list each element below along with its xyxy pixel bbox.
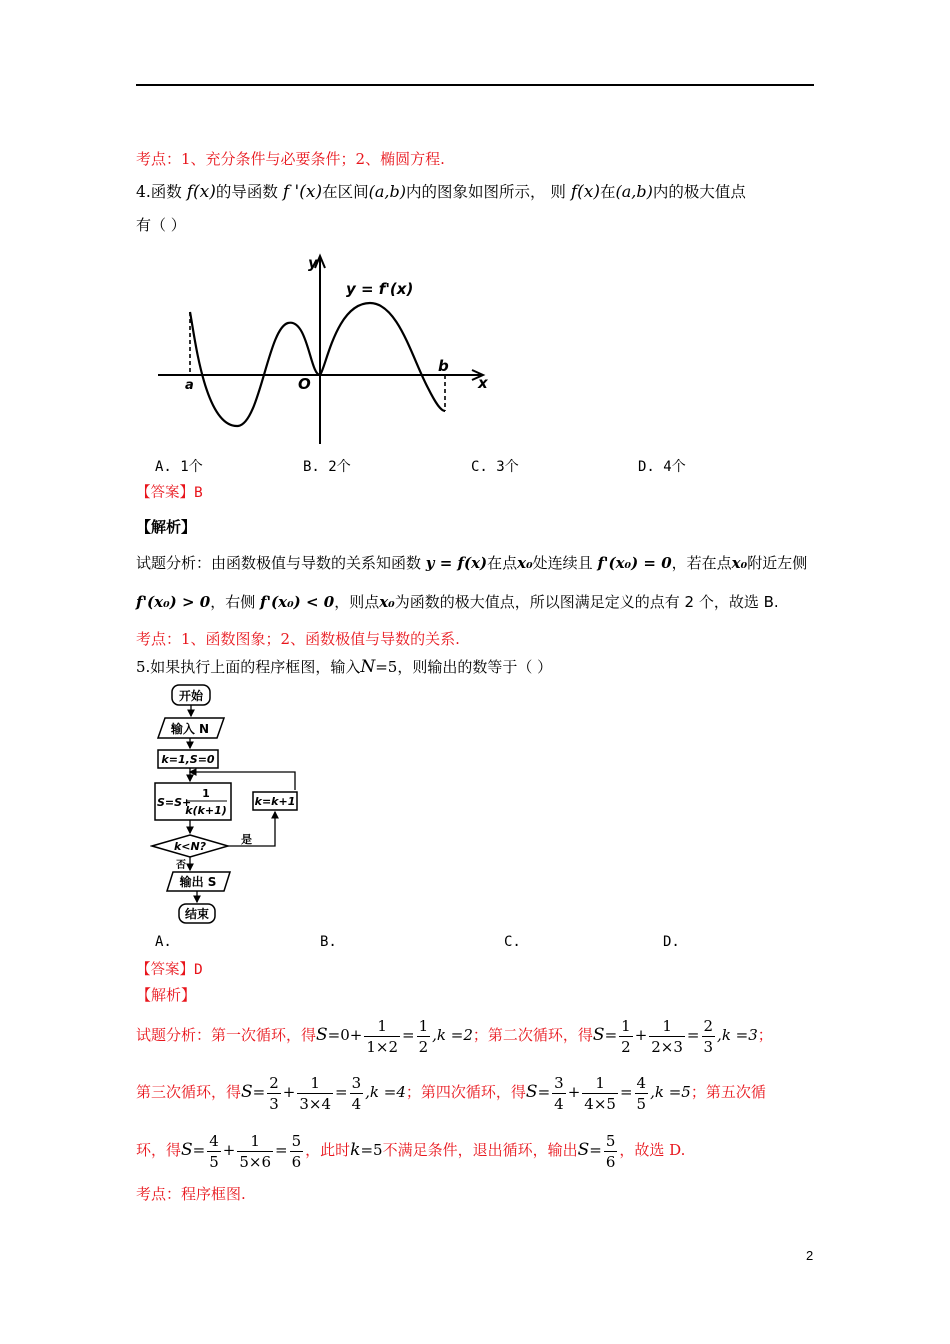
- derivative-graph: [150, 248, 495, 448]
- point-a-label: a: [185, 378, 194, 393]
- q5-stem: 5.如果执行上面的程序框图，输入N=5，则输出的数等于（ ）: [136, 657, 553, 677]
- q4-stem: 4.函数 f(x)的导函数 f '(x)在区间(a,b)内的图象如图所示， 则 f(x)在(a,b)内的极大值点: [136, 182, 746, 202]
- q5-option-d[interactable]: D.: [663, 934, 680, 950]
- program-flowchart: [150, 682, 310, 927]
- flow-no-label: 否: [176, 860, 186, 871]
- q5-analysis-line2: 第三次循环，得S= $\frac{2}{3}$ + $\frac{1}{3\times 4}$ = $\frac{3}{4}$ ,k =4；第四次循环，得S= $\frac{3}{4}$ + $\frac{1}{4\times 5}$ = $\frac{4}{5}$ ,k =5；第五次循: [136, 1073, 766, 1113]
- q4-stem-line2: 有（ ）: [136, 216, 186, 234]
- flow-init-label: k=1,S=0: [161, 753, 215, 766]
- flow-start-label: 开始: [178, 689, 204, 703]
- flow-end-label: 结束: [184, 907, 210, 921]
- flow-increment-label: k=k+1: [254, 795, 296, 808]
- flow-assign-lhs: S=S+: [157, 796, 192, 809]
- page-number: 2: [806, 1248, 814, 1263]
- header-rule: [136, 84, 814, 86]
- q4-option-b[interactable]: B. 2个: [303, 459, 351, 475]
- q5-option-b[interactable]: B.: [320, 934, 337, 950]
- flow-condition-label: k<N?: [173, 840, 207, 853]
- flow-yes-label: 是: [241, 833, 252, 846]
- q5-kaodian: 考点：程序框图.: [136, 1185, 246, 1203]
- y-axis-label: y: [308, 254, 318, 272]
- q4-option-d[interactable]: D. 4个: [638, 459, 686, 475]
- q5-answer: 【答案】D: [136, 962, 203, 978]
- q4-analysis-line2: f'(x₀) > 0，右侧 f'(x₀) < 0，则点x₀为函数的极大值点，所以图满足定义的点有 2 个，故选 B.: [136, 593, 779, 611]
- curve-label: y = f'(x): [346, 280, 414, 298]
- q4-kaodian: 考点：1、函数图象；2、函数极值与导数的关系.: [136, 630, 460, 648]
- q4-option-a[interactable]: A. 1个: [155, 459, 203, 475]
- q5-option-c[interactable]: C.: [504, 934, 521, 950]
- origin-label: O: [298, 375, 311, 393]
- q4-analysis-label: 【解析】: [136, 518, 197, 536]
- y-axis: [315, 256, 325, 444]
- flow-output-label: 输出 S: [179, 875, 217, 889]
- point-b-label: b: [438, 357, 449, 375]
- q3-kaodian: 考点：1、充分条件与必要条件；2、椭圆方程.: [136, 150, 445, 168]
- flow-assign-den: k(k+1): [185, 804, 227, 817]
- q5-analysis-label: 【解析】: [136, 986, 197, 1004]
- q5-analysis-line1: 试题分析：第一次循环，得S=0+ $\frac{1}{1\times 2}$ = $\frac{1}{2}$ ,k =2；第二次循环，得S= $\frac{1}{2}$ + $\frac{1}{2\times 3}$ = $\frac{2}{3}$ ,k =3；: [136, 1016, 773, 1056]
- q4-option-c[interactable]: C. 3个: [471, 459, 519, 475]
- q5-analysis-line3: 环，得S= $\frac{4}{5}$ + $\frac{1}{5\times 6}$ = $\frac{5}{6}$ ，此时k=5不满足条件，退出循环，输出S= $\frac{5}{6}$ ，故选 D.: [136, 1131, 686, 1171]
- q4-answer: 【答案】B: [136, 485, 203, 501]
- derivative-curve: [190, 303, 445, 426]
- x-axis-label: x: [478, 374, 488, 392]
- q4-analysis-line1: 试题分析：由函数极值与导数的关系知函数 y = f(x)在点x₀处连续且 f'(x₀) = 0，若在点x₀附近左侧: [136, 554, 808, 572]
- flow-input-label: 输入 N: [170, 722, 210, 736]
- q5-option-a[interactable]: A.: [155, 934, 172, 950]
- flow-assign-num: 1: [202, 787, 210, 800]
